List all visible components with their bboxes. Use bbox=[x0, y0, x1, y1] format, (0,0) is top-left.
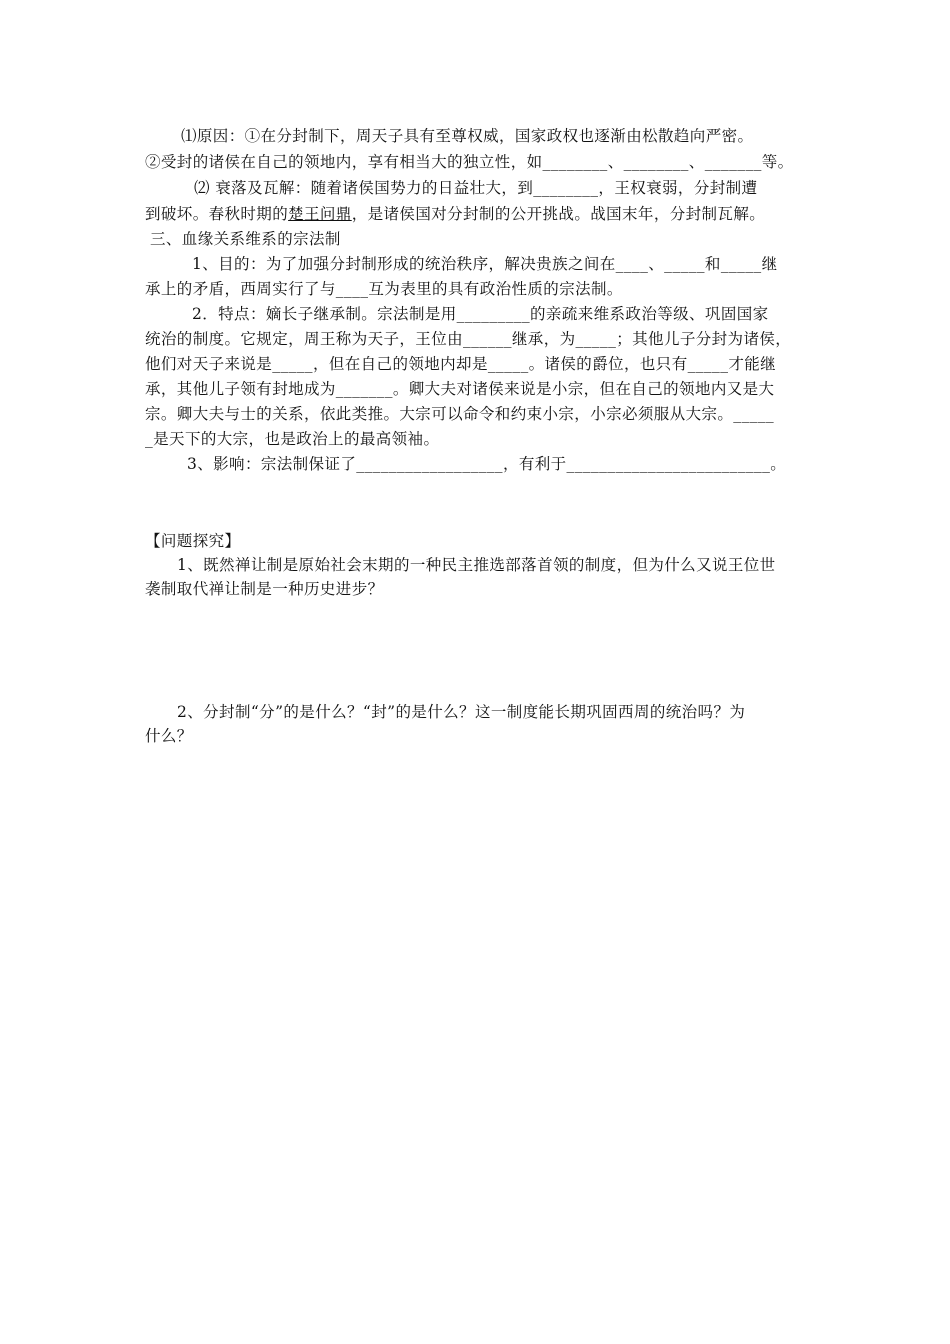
section-heading: 【问题探究】 bbox=[145, 532, 241, 550]
text-line: ⑵ 衰落及瓦解：随着诸侯国势力的日益壮大，到________，王权衰弱，分封制遭 bbox=[194, 179, 758, 197]
underlined-term: 楚王问鼎 bbox=[288, 205, 352, 223]
text-segment: 到破坏。春秋时期的 bbox=[145, 205, 289, 223]
text-line: 他们对天子来说是_____，但在自己的领地内却是_____。诸侯的爵位，也只有_____才能继 bbox=[145, 355, 777, 373]
text-line: _是天下的大宗，也是政治上的最高领袖。 bbox=[145, 430, 440, 448]
question-line: 什么？ bbox=[145, 727, 193, 745]
text-line: 宗。卿大夫与士的关系，依此类推。大宗可以命令和约束小宗，小宗必须服从大宗。_____ bbox=[145, 405, 775, 423]
text-line: 1、目的：为了加强分封制形成的统治秩序，解决贵族之间在____、_____和_____继 bbox=[192, 255, 778, 273]
text-line bbox=[145, 205, 765, 223]
text-segment: ，是诸侯国对分封制的公开挑战。战国末年，分封制瓦解。 bbox=[351, 205, 766, 223]
section-heading: 三、血缘关系维系的宗法制 bbox=[150, 230, 341, 248]
text-line: ②受封的诸侯在自己的领地内，享有相当大的独立性，如________、________、_______等。 bbox=[145, 153, 794, 171]
question-line: 袭制取代禅让制是一种历史进步？ bbox=[145, 580, 384, 598]
text-line: 承，其他儿子领有封地成为_______。卿大夫对诸侯来说是小宗，但在自己的领地内又是大 bbox=[145, 380, 775, 398]
text-line: 2．特点：嫡长子继承制。宗法制是用_________的亲疏来维系政治等级、巩固国家 bbox=[192, 305, 769, 323]
question-line: 2、分封制“分”的是什么？“封”的是什么？这一制度能长期巩固西周的统治吗？为 bbox=[177, 703, 746, 721]
question-line: 1、既然禅让制是原始社会末期的一种民主推选部落首领的制度，但为什么又说王位世 bbox=[177, 556, 776, 574]
text-line: 承上的矛盾，西周实行了与____互为表里的具有政治性质的宗法制。 bbox=[145, 280, 623, 298]
text-line: ⑴原因：①在分封制下，周天子具有至尊权威，国家政权也逐渐由松散趋向严密。 bbox=[181, 127, 754, 145]
text-line: 统治的制度。它规定，周王称为天子，王位由______继承，为_____；其他儿子分封为诸侯， bbox=[145, 330, 792, 348]
text-line: 3、影响：宗法制保证了__________________，有利于_________________________。 bbox=[187, 455, 787, 473]
